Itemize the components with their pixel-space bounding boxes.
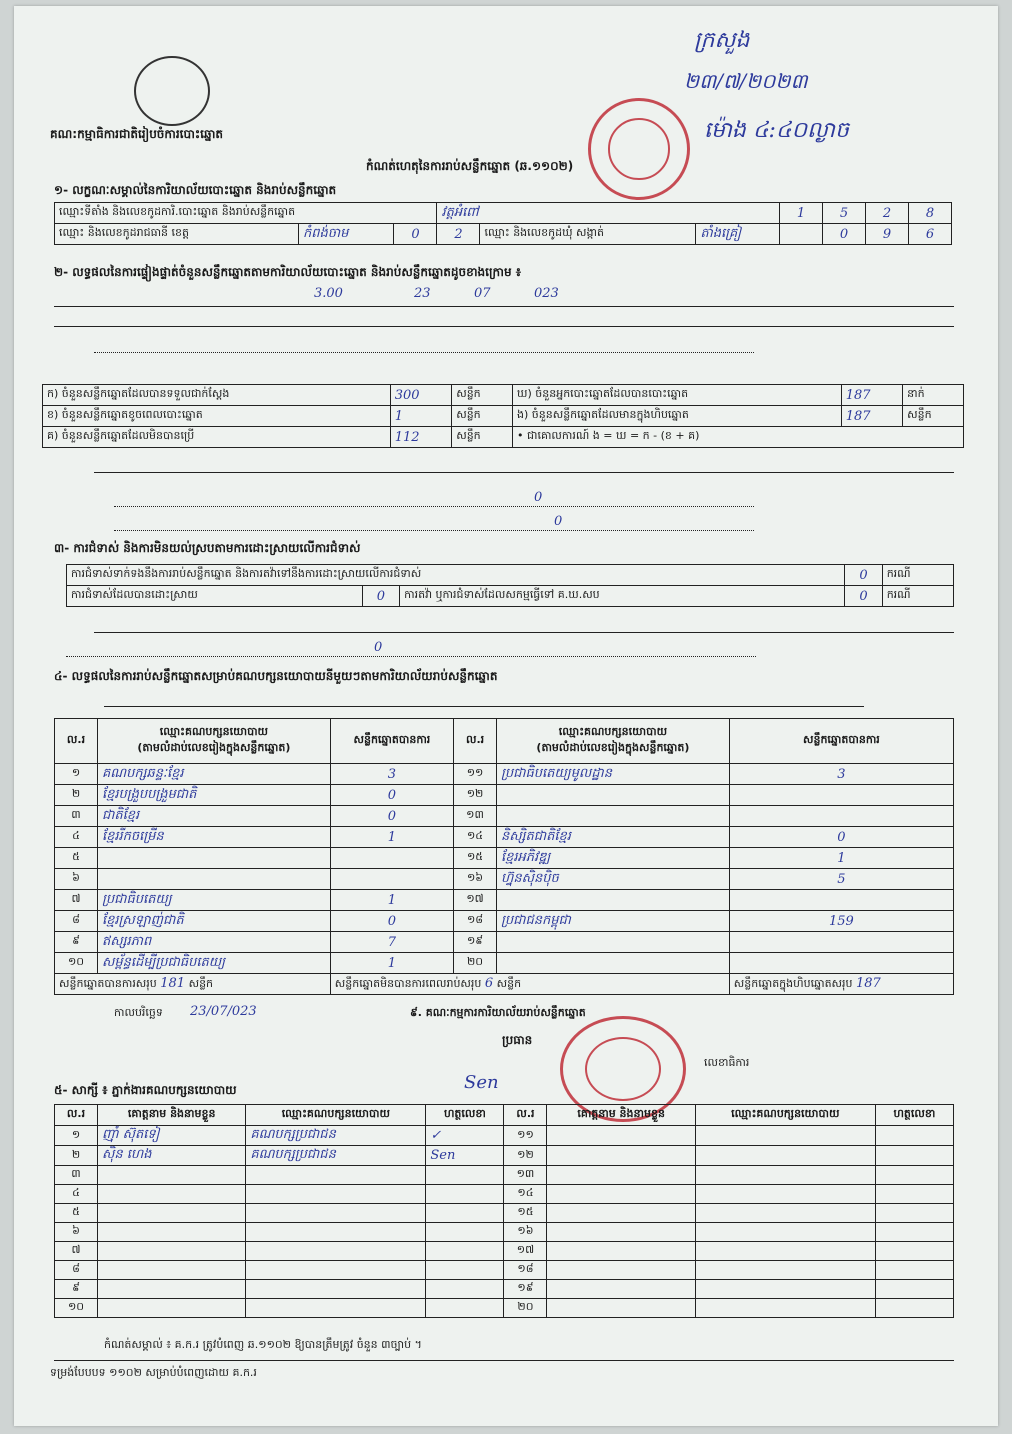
row-number: ៣ xyxy=(55,806,98,827)
party-name: ខ្មែររីកចម្រើន xyxy=(98,827,331,848)
witness-name xyxy=(547,1223,695,1242)
witness-party xyxy=(246,1280,426,1299)
witness-signature xyxy=(875,1166,953,1185)
unit-label: សន្លឹក xyxy=(903,406,964,427)
commune-code-digit: 0 xyxy=(823,224,866,245)
col-party: ឈ្មោះគណបក្សនយោបាយ xyxy=(695,1105,875,1126)
date-value: 23/07/023 xyxy=(190,1004,257,1019)
station-code-digit: 8 xyxy=(909,203,952,224)
in-box-value: 187 xyxy=(841,406,902,427)
witness-name xyxy=(98,1242,246,1261)
witness-signature xyxy=(426,1280,504,1299)
col-party-sub: (តាមលំដាប់លេខរៀងក្នុងសន្លឹកឆ្នោត) xyxy=(137,741,291,754)
party-name xyxy=(98,848,331,869)
row-number: ២០ xyxy=(504,1299,547,1318)
row-number: ១៣ xyxy=(504,1166,547,1185)
col-votes: សន្លឹកឆ្នោតបានការ xyxy=(330,719,453,764)
party-votes xyxy=(729,890,953,911)
witness-party: គណបក្សប្រជាជន xyxy=(246,1126,426,1146)
party-name: និស្សិតជាតិខ្មែរ xyxy=(497,827,730,848)
witness-signature xyxy=(875,1223,953,1242)
row-number: ១៦ xyxy=(504,1223,547,1242)
witness-party xyxy=(246,1299,426,1318)
col-no: ល.រ xyxy=(55,1105,98,1126)
unit-label: សន្លឹក xyxy=(496,976,522,990)
row-number: ៩ xyxy=(55,1280,98,1299)
row-number: ២០ xyxy=(454,953,497,974)
total-invalid-label: សន្លឹកឆ្នោតមិនបានការពេលរាប់សរុប xyxy=(334,976,482,990)
row-number: ១៧ xyxy=(504,1242,547,1261)
form-title: កំណត់ហេតុនៃការរាប់សន្លឹកឆ្នោត (ឆ.១១០២) xyxy=(366,159,574,173)
witness-party xyxy=(695,1204,875,1223)
party-votes: 0 xyxy=(729,827,953,848)
result-row xyxy=(55,953,954,974)
commune-code-digit: 6 xyxy=(909,224,952,245)
row-number: ៥ xyxy=(55,848,98,869)
witness-party xyxy=(695,1126,875,1146)
col-name: គោត្តនាម និងនាមខ្លួន xyxy=(98,1105,246,1126)
voted-value: 187 xyxy=(841,385,902,406)
col-no: ល.រ xyxy=(454,719,497,764)
result-row xyxy=(55,848,954,869)
party-votes xyxy=(330,848,453,869)
party-votes: 0 xyxy=(330,785,453,806)
row-number: ២ xyxy=(55,785,98,806)
col-party: ឈ្មោះគណបក្សនយោបាយ xyxy=(246,1105,426,1126)
row-number: ១៤ xyxy=(454,827,497,848)
witness-signature xyxy=(426,1261,504,1280)
witness-row xyxy=(55,1242,954,1261)
witness-name xyxy=(547,1185,695,1204)
row-number: ១ xyxy=(55,764,98,785)
commune-code-digit: 9 xyxy=(866,224,909,245)
party-votes: 0 xyxy=(330,806,453,827)
party-name: ហ្វ៊ុនស៊ិនប៉ិច xyxy=(497,869,730,890)
voted-label: ឃ) ចំនួនអ្នកបោះឆ្នោតដែលបានបោះឆ្នោត xyxy=(513,385,842,406)
date-label: កាលបរិច្ឆេទ xyxy=(114,1006,163,1019)
witness-party xyxy=(695,1242,875,1261)
party-votes xyxy=(330,869,453,890)
section5-title: ៥- សាក្សី ៖ ភ្នាក់ងារគណបក្សនយោបាយ xyxy=(54,1083,237,1097)
party-votes: 1 xyxy=(330,827,453,848)
witness-row xyxy=(55,1185,954,1204)
chair-label: ប្រធាន xyxy=(502,1033,533,1047)
witness-name xyxy=(98,1185,246,1204)
result-row xyxy=(55,869,954,890)
complaint-value: 0 xyxy=(845,586,882,607)
witness-name xyxy=(547,1261,695,1280)
station-label: ឈ្មោះទីតាំង និងលេខកូដការិ.បោះឆ្នោត និងរាប់សន្លឹកឆ្នោត xyxy=(55,203,437,224)
objection-label: ការជំទាស់ទាក់ទងនឹងការរាប់សន្លឹកឆ្នោត និងការតវ៉ាទៅនឹងការដោះស្រាយលើការជំទាស់ xyxy=(67,565,845,586)
row-number: ៤ xyxy=(55,1185,98,1204)
row-number: ១២ xyxy=(504,1146,547,1166)
witness-signature xyxy=(875,1242,953,1261)
section3-note-value: 0 xyxy=(374,640,383,655)
spoiled-value: 1 xyxy=(390,406,451,427)
row-number: ១៥ xyxy=(454,848,497,869)
witness-row xyxy=(55,1280,954,1299)
row-number: ១១ xyxy=(504,1126,547,1146)
result-row xyxy=(55,932,954,953)
witness-name xyxy=(547,1299,695,1318)
party-votes: 3 xyxy=(729,764,953,785)
party-name: ប្រជាជនកម្ពុជា xyxy=(497,911,730,932)
unit-label: សន្លឹក xyxy=(188,976,214,990)
party-name xyxy=(497,806,730,827)
formula: • ជាគោលការណ៍ ង = ឃ = ក - (ខ + គ) xyxy=(513,427,964,448)
row-number: ៤ xyxy=(55,827,98,848)
witness-name xyxy=(547,1204,695,1223)
station-code-digit: 5 xyxy=(823,203,866,224)
party-name xyxy=(497,932,730,953)
row-number: ១០ xyxy=(55,953,98,974)
party-votes: 159 xyxy=(729,911,953,932)
row-number: ៧ xyxy=(55,1242,98,1261)
col-votes: សន្លឹកឆ្នោតបានការ xyxy=(729,719,953,764)
witness-party xyxy=(246,1185,426,1204)
unit-label: សន្លឹក xyxy=(452,406,513,427)
row-number: ៥ xyxy=(55,1204,98,1223)
secretary-label: លេខាធិការ xyxy=(704,1056,750,1069)
witness-signature xyxy=(426,1299,504,1318)
col-party: ឈ្មោះគណបក្សនយោបាយ xyxy=(558,725,668,738)
witness-party xyxy=(246,1166,426,1185)
section3-title: ៣- ការជំទាស់ និងការមិនយល់ស្របតាមការដោះស្រាយលើការជំទាស់ xyxy=(54,541,361,555)
count-day: 23 xyxy=(414,286,431,301)
resolved-label: ការជំទាស់ដែលបានដោះស្រាយ xyxy=(67,586,363,607)
party-name: ជាតិខ្មែរ xyxy=(98,806,331,827)
party-name: ឥស្សរភាព xyxy=(98,932,331,953)
witness-party xyxy=(695,1223,875,1242)
witness-row xyxy=(55,1261,954,1280)
row-number: ១៤ xyxy=(504,1185,547,1204)
section4-title: ៤- លទ្ធផលនៃការរាប់សន្លឹកឆ្នោតសម្រាប់គណបក្សនយោបាយនីមួយៗតាមការិយាល័យរាប់សន្លឹកឆ្នោត xyxy=(54,669,498,683)
row-number: ៧ xyxy=(55,890,98,911)
station-code-digit: 2 xyxy=(866,203,909,224)
party-votes: 7 xyxy=(330,932,453,953)
committee-signature-label: ៩. គណៈកម្មការការិយាល័យរាប់សន្លឹកឆ្នោត xyxy=(410,1006,586,1019)
witness-name xyxy=(547,1242,695,1261)
province-label: ឈ្មោះ និងលេខកូដរាជធានី ខេត្ត xyxy=(55,224,299,245)
row-number: ២ xyxy=(55,1146,98,1166)
footer-note: កំណត់សម្គាល់ ៖ គ.ក.រ ត្រូវបំពេញ ឆ.១១០២ ឱ្យបានត្រឹមត្រូវ ចំនួន ៣ច្បាប់ ។ xyxy=(104,1338,422,1351)
party-name: ប្រជាធិបតេយ្យ xyxy=(98,890,331,911)
received-value: 300 xyxy=(390,385,451,406)
witness-party xyxy=(695,1146,875,1166)
total-box-label: សន្លឹកឆ្នោតក្នុងហិបឆ្នោតសរុប xyxy=(733,976,853,990)
result-row xyxy=(55,890,954,911)
row-number: ៩ xyxy=(55,932,98,953)
result-row xyxy=(55,911,954,932)
form-page xyxy=(14,6,998,1426)
witness-party xyxy=(695,1280,875,1299)
witness-name xyxy=(547,1280,695,1299)
party-votes: 5 xyxy=(729,869,953,890)
chair-signature: Sen xyxy=(464,1072,499,1093)
row-number: ១៣ xyxy=(454,806,497,827)
unused-value: 112 xyxy=(390,427,451,448)
section3-table xyxy=(66,564,954,607)
station-code-digit: 1 xyxy=(780,203,823,224)
total-box-value: 187 xyxy=(856,975,881,991)
unit-label: នាក់ xyxy=(903,385,964,406)
form-code: ទម្រង់បែបបទ ១១០២ សម្រាប់បំពេញដោយ គ.ក.រ xyxy=(50,1366,257,1379)
party-name: ខ្មែរស្រឡាញ់ជាតិ xyxy=(98,911,331,932)
witness-signature xyxy=(426,1185,504,1204)
witness-name xyxy=(98,1280,246,1299)
witness-party: គណបក្សប្រជាជន xyxy=(246,1146,426,1166)
row-number: ១៨ xyxy=(454,911,497,932)
handwritten-date: ២៣/៧/២០២៣ xyxy=(684,69,808,93)
witness-row xyxy=(55,1166,954,1185)
witness-signature xyxy=(875,1261,953,1280)
witness-signature xyxy=(426,1242,504,1261)
note2-value: 0 xyxy=(554,514,563,529)
resolved-value: 0 xyxy=(362,586,400,607)
col-no: ល.រ xyxy=(504,1105,547,1126)
row-number: ១៨ xyxy=(504,1261,547,1280)
col-name: គោត្តនាម និងនាមខ្លួន xyxy=(547,1105,695,1126)
witness-signature xyxy=(875,1146,953,1166)
row-number: ១ xyxy=(55,1126,98,1146)
witness-party xyxy=(695,1261,875,1280)
row-number: ៨ xyxy=(55,911,98,932)
party-name xyxy=(98,869,331,890)
col-party: ឈ្មោះគណបក្សនយោបាយ xyxy=(159,725,269,738)
witness-signature xyxy=(875,1185,953,1204)
witness-name xyxy=(98,1204,246,1223)
commune-label: ឈ្មោះ និងលេខកូដឃុំ សង្កាត់ xyxy=(480,224,696,245)
nec-logo xyxy=(134,56,210,126)
col-sign: ហត្ថលេខា xyxy=(426,1105,504,1126)
objection-value: 0 xyxy=(845,565,882,586)
party-votes: 1 xyxy=(729,848,953,869)
handwritten-time: ម៉ោង ៤:៤០ល្ងាច xyxy=(704,118,849,143)
count-month: 07 xyxy=(474,286,491,301)
witness-party xyxy=(695,1185,875,1204)
party-votes: 1 xyxy=(330,890,453,911)
row-number: ១៩ xyxy=(454,932,497,953)
count-year: 023 xyxy=(534,286,559,301)
witness-row xyxy=(55,1126,954,1146)
row-number: ៦ xyxy=(55,1223,98,1242)
party-name xyxy=(497,953,730,974)
witness-name xyxy=(98,1166,246,1185)
section1-title: ១- លក្ខណៈសម្គាល់នៃការិយាល័យបោះឆ្នោត និងរាប់សន្លឹកឆ្នោត xyxy=(54,183,337,197)
col-sign: ហត្ថលេខា xyxy=(875,1105,953,1126)
commune-name: តាំងគ្រៀ xyxy=(696,224,780,245)
witness-signature xyxy=(426,1204,504,1223)
unit-label: ករណី xyxy=(882,586,953,607)
party-votes: 0 xyxy=(330,911,453,932)
total-valid-label: សន្លឹកឆ្នោតបានការសរុប xyxy=(59,976,157,990)
party-name: ខ្មែរបង្រួបបង្រួមជាតិ xyxy=(98,785,331,806)
section2-table xyxy=(42,384,964,448)
party-votes: 1 xyxy=(330,953,453,974)
witness-name xyxy=(98,1261,246,1280)
party-votes: 3 xyxy=(330,764,453,785)
witness-name xyxy=(98,1223,246,1242)
party-name: ប្រជាធិបតេយ្យមូលដ្ឋាន xyxy=(497,764,730,785)
result-row xyxy=(55,827,954,848)
complaint-label: ការតវ៉ា ឬការជំទាស់ដែលសកម្មធ្វើទៅ គ.ឃ.សប xyxy=(400,586,845,607)
handwritten-note: ក្រសួង xyxy=(694,28,750,53)
unit-label: សន្លឹក xyxy=(452,427,513,448)
witness-signature xyxy=(426,1166,504,1185)
witness-party xyxy=(246,1242,426,1261)
province-name: កំពង់ចាម xyxy=(298,224,393,245)
official-seal-top xyxy=(588,98,690,200)
witness-name xyxy=(98,1299,246,1318)
unit-label: សន្លឹក xyxy=(452,385,513,406)
witness-signature xyxy=(875,1299,953,1318)
row-number: ១៧ xyxy=(454,890,497,911)
unused-label: គ) ចំនួនសន្លឹកឆ្នោតដែលមិនបានប្រើ xyxy=(43,427,391,448)
witness-table xyxy=(54,1104,954,1318)
section1-table xyxy=(54,202,952,245)
witness-name: ស៊ិន ហេង xyxy=(98,1146,246,1166)
station-name: វត្តអំពៅ xyxy=(437,203,780,224)
result-row xyxy=(55,806,954,827)
province-code-digit: 0 xyxy=(394,224,437,245)
witness-name xyxy=(547,1146,695,1166)
witness-row xyxy=(55,1204,954,1223)
received-label: ក) ចំនួនសន្លឹកឆ្នោតដែលបានទទួលជាក់ស្ដែង xyxy=(43,385,391,406)
col-party-sub: (តាមលំដាប់លេខរៀងក្នុងសន្លឹកឆ្នោត) xyxy=(536,741,690,754)
row-number: ១១ xyxy=(454,764,497,785)
party-votes xyxy=(729,785,953,806)
witness-signature: Sen xyxy=(426,1146,504,1166)
party-name: សម្ព័ន្ធដើម្បីប្រជាធិបតេយ្យ xyxy=(98,953,331,974)
witness-row xyxy=(55,1299,954,1318)
row-number: ១៩ xyxy=(504,1280,547,1299)
witness-row xyxy=(55,1146,954,1166)
witness-signature xyxy=(875,1280,953,1299)
witness-party xyxy=(246,1261,426,1280)
in-box-label: ង) ចំនួនសន្លឹកឆ្នោតដែលមានក្នុងហិបឆ្នោត xyxy=(513,406,842,427)
row-number: ៦ xyxy=(55,869,98,890)
note1-value: 0 xyxy=(534,490,543,505)
witness-party xyxy=(695,1299,875,1318)
witness-name xyxy=(547,1166,695,1185)
col-no: ល.រ xyxy=(55,719,98,764)
party-name: គណបក្សឆន្ទៈខ្មែរ xyxy=(98,764,331,785)
row-number: ១៦ xyxy=(454,869,497,890)
row-number: ៨ xyxy=(55,1261,98,1280)
witness-signature xyxy=(875,1126,953,1146)
witness-signature xyxy=(875,1204,953,1223)
row-number: ១២ xyxy=(454,785,497,806)
total-invalid-value: 6 xyxy=(484,975,494,991)
witness-signature xyxy=(426,1223,504,1242)
party-votes xyxy=(729,932,953,953)
committee-name: គណ:កម្មាធិការជាតិរៀបចំការបោះឆ្នោត xyxy=(50,127,224,141)
witness-row xyxy=(55,1223,954,1242)
party-name xyxy=(497,785,730,806)
results-table xyxy=(54,718,954,995)
section2-title: ២- លទ្ធផលនៃការផ្ទៀងផ្ទាត់ចំនួនសន្លឹកឆ្នោតតាមការិយាល័យបោះឆ្នោត និងរាប់សន្លឹកឆ្នោតដូចខាងក្រោម ៖ xyxy=(54,265,522,279)
witness-party xyxy=(246,1223,426,1242)
spoiled-label: ខ) ចំនួនសន្លឹកឆ្នោតខូចពេលបោះឆ្នោត xyxy=(43,406,391,427)
count-time: 3.00 xyxy=(314,286,343,301)
witness-name: ញ៉ាំ ស៊ុតទៀ xyxy=(98,1126,246,1146)
witness-party xyxy=(246,1204,426,1223)
total-valid-value: 181 xyxy=(160,975,186,991)
party-name xyxy=(497,890,730,911)
witness-party xyxy=(695,1166,875,1185)
witness-name xyxy=(547,1126,695,1146)
witness-signature: ✓ xyxy=(426,1126,504,1146)
party-name: ខ្មែរអភិវឌ្ឍ xyxy=(497,848,730,869)
result-row xyxy=(55,764,954,785)
result-row xyxy=(55,785,954,806)
party-votes xyxy=(729,806,953,827)
party-votes xyxy=(729,953,953,974)
province-code-digit: 2 xyxy=(437,224,480,245)
row-number: ១៥ xyxy=(504,1204,547,1223)
row-number: ៣ xyxy=(55,1166,98,1185)
row-number: ១០ xyxy=(55,1299,98,1318)
unit-label: ករណី xyxy=(882,565,953,586)
